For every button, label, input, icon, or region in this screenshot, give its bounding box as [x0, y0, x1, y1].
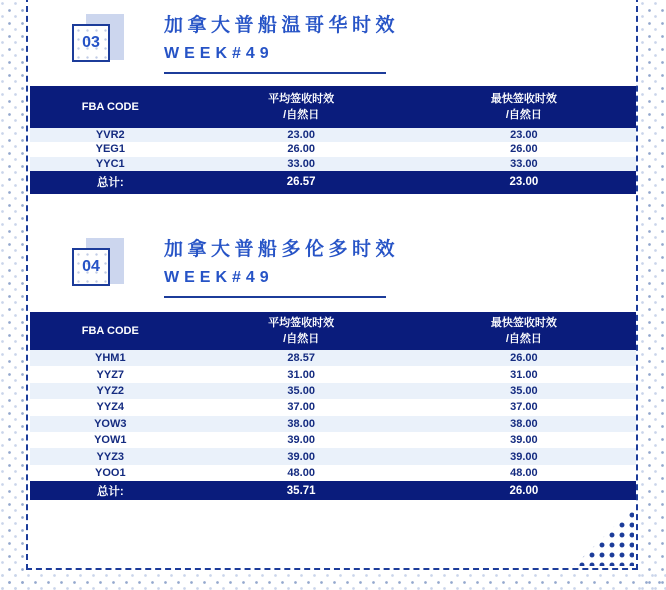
cell-avg-days: 39.00	[287, 434, 315, 447]
header-fastest-days	[412, 312, 636, 350]
cell-fastest-days: 35.00	[510, 384, 538, 397]
cell-fastest-days: 33.00	[510, 157, 538, 170]
table-row	[30, 432, 636, 448]
section-title: 加拿大普船温哥华时效	[164, 15, 400, 36]
week-label: WEEK#49	[164, 45, 274, 62]
section-number-badge	[72, 14, 128, 72]
cell-avg-days: 26.00	[287, 143, 315, 156]
section-title-group	[164, 238, 399, 298]
table-row	[30, 416, 636, 432]
cell-fba-code: YYC1	[95, 157, 125, 170]
header-fba-code-label: FBA CODE	[81, 324, 139, 337]
cell-avg-days: 28.57	[287, 352, 315, 365]
header-fba-code	[30, 86, 191, 128]
total-fastest-days: 26.00	[509, 484, 539, 497]
header-avg-days	[191, 312, 412, 350]
total-label: 总计:	[96, 485, 124, 498]
section-title: 加拿大普船多伦多时效	[164, 239, 400, 260]
toronto-table	[30, 312, 636, 500]
total-row	[30, 481, 636, 500]
vancouver-table	[30, 86, 636, 194]
table-row	[30, 399, 636, 415]
dot-pattern-right	[640, 0, 666, 590]
cell-fastest-days: 39.00	[510, 450, 538, 463]
cell-fba-code: YYZ3	[96, 450, 125, 463]
cell-fba-code: YOW1	[94, 434, 127, 447]
total-row	[30, 171, 636, 194]
table-row	[30, 448, 636, 464]
badge-number: 04	[82, 258, 100, 275]
week-label: WEEK#49	[164, 269, 274, 286]
cell-avg-days: 33.00	[287, 157, 315, 170]
badge-box	[72, 24, 110, 62]
cell-fba-code: YHM1	[95, 352, 126, 365]
table-row	[30, 465, 636, 481]
table-row	[30, 366, 636, 382]
cell-fba-code: YEG1	[95, 143, 125, 156]
cell-avg-days: 38.00	[287, 417, 315, 430]
header-avg-line2: /自然日	[283, 109, 320, 121]
cell-fastest-days: 23.00	[510, 129, 538, 142]
cell-fba-code: YVR2	[95, 129, 125, 142]
total-avg-days: 35.71	[286, 484, 316, 497]
title-underline	[164, 72, 386, 74]
table-row	[30, 350, 636, 366]
header-fba-code-label: FBA CODE	[81, 100, 139, 113]
table-row	[30, 383, 636, 399]
title-underline	[164, 296, 386, 298]
section-title-group	[164, 14, 399, 74]
table-row	[30, 142, 636, 156]
cell-fastest-days: 31.00	[510, 368, 538, 381]
header-avg-line2: /自然日	[283, 333, 320, 345]
cell-fastest-days: 48.00	[510, 466, 538, 479]
cell-fastest-days: 26.00	[510, 352, 538, 365]
table-row	[30, 128, 636, 142]
cell-fba-code: YOW3	[94, 417, 127, 430]
header-avg-line1: 平均签收时效	[268, 316, 335, 329]
section-number-badge	[72, 238, 128, 296]
header-fastest-line1: 最快签收时效	[490, 316, 557, 329]
cell-avg-days: 48.00	[287, 466, 315, 479]
table-row	[30, 157, 636, 171]
cell-avg-days: 39.00	[287, 450, 315, 463]
header-fastest-line1: 最快签收时效	[490, 92, 557, 105]
cell-fastest-days: 38.00	[510, 417, 538, 430]
cell-fba-code: YOO1	[95, 466, 126, 479]
cell-fastest-days: 26.00	[510, 143, 538, 156]
header-avg-days	[191, 86, 412, 128]
cell-avg-days: 23.00	[287, 129, 315, 142]
cell-fastest-days: 39.00	[510, 434, 538, 447]
table-header-row	[30, 86, 636, 128]
dot-pattern-bottom	[0, 572, 666, 590]
badge-box	[72, 248, 110, 286]
total-label: 总计:	[96, 177, 124, 190]
total-fastest-days: 23.00	[509, 176, 539, 189]
cell-avg-days: 37.00	[287, 401, 315, 414]
header-fastest-days	[412, 86, 636, 128]
cell-fba-code: YYZ2	[96, 384, 125, 397]
header-fastest-line2: /自然日	[505, 333, 542, 345]
badge-number: 03	[82, 34, 100, 51]
dot-pattern-left	[0, 0, 26, 590]
table-header-row	[30, 312, 636, 350]
header-fba-code	[30, 312, 191, 350]
cell-fba-code: YYZ4	[96, 401, 125, 414]
header-fastest-line2: /自然日	[505, 109, 542, 121]
cell-avg-days: 35.00	[287, 384, 315, 397]
total-avg-days: 26.57	[286, 176, 316, 189]
cell-fba-code: YYZ7	[96, 368, 125, 381]
header-avg-line1: 平均签收时效	[268, 92, 335, 105]
cell-avg-days: 31.00	[287, 368, 315, 381]
cell-fastest-days: 37.00	[510, 401, 538, 414]
